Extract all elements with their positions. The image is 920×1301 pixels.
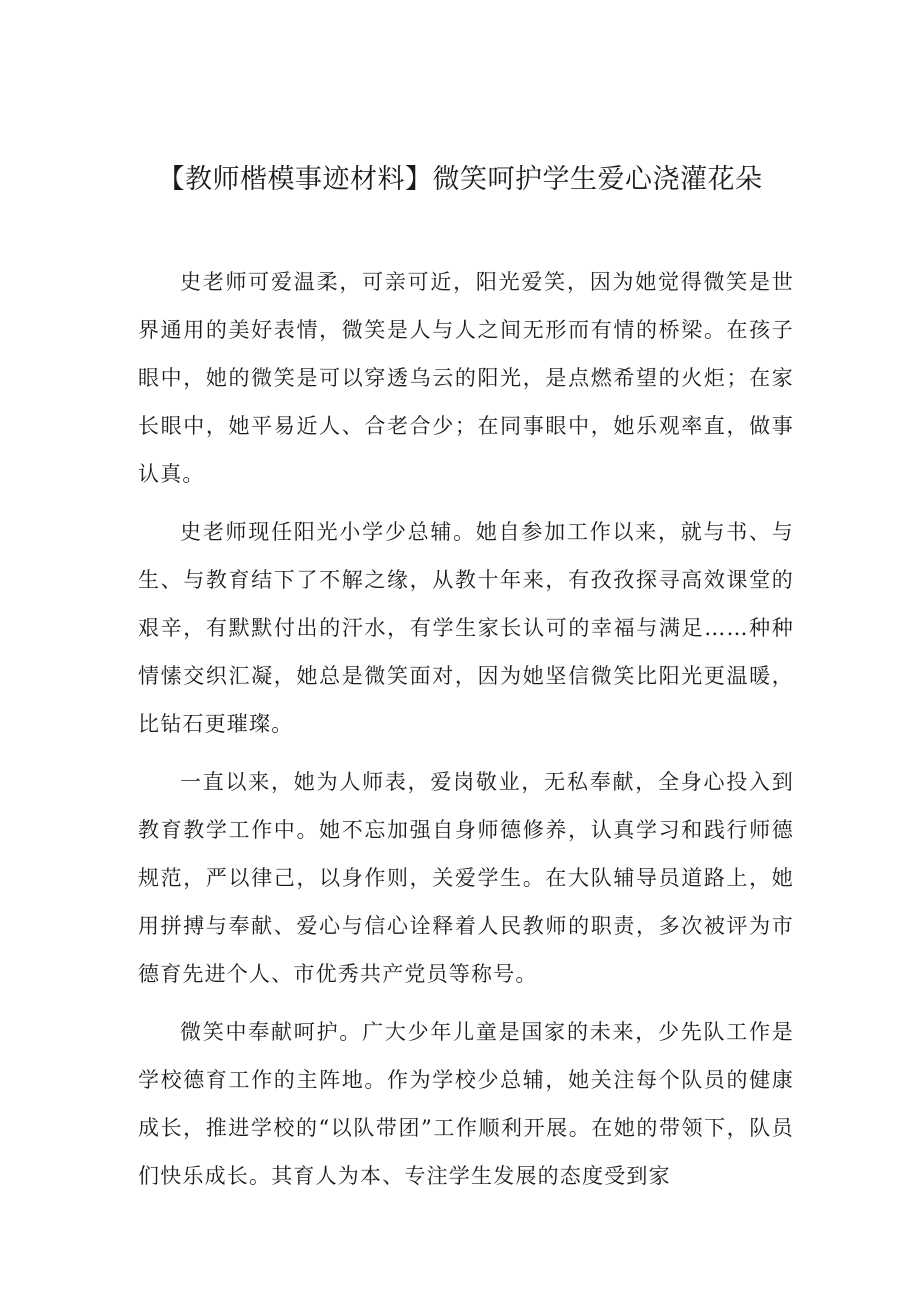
paragraph-4: 微笑中奉献呵护。广大少年儿童是国家的未来，少先队工作是学校德育工作的主阵地。作为学校少总辅，她关注每个队员的健康成长，推进学校的“以队带团”工作顺利开展。在她的带领下，队员们快乐成长。其育人为本、专注学生发展的态度受到家	[138, 1020, 794, 1188]
document-title: 【教师楷模事迹材料】微笑呵护学生爱心浇灌花朵	[157, 164, 763, 195]
paragraph-3: 一直以来，她为人师表，爱岗敬业，无私奉献，全身心投入到教育教学工作中。她不忘加强自身师德修养，认真学习和践行师德规范，严以律己，以身作则，关爱学生。在大队辅导员道路上，她用拼搏与奉献、爱心与信心诠释着人民教师的职责，多次被评为市德育先进个人、市优秀共产党员等称号。	[138, 770, 794, 986]
paragraph-1: 史老师可爱温柔，可亲可近，阳光爱笑，因为她觉得微笑是世界通用的美好表情，微笑是人与人之间无形而有情的桥梁。在孩子眼中，她的微笑是可以穿透乌云的阳光，是点燃希望的火炬；在家长眼中，她平易近人、合老合少；在同事眼中，她乐观率直，做事认真。	[138, 270, 794, 486]
paragraph-2: 史老师现任阳光小学少总辅。她自参加工作以来，就与书、与生、与教育结下了不解之缘，从教十年来，有孜孜探寻高效课堂的艰辛，有默默付出的汗水，有学生家长认可的幸福与满足……种种情愫交织汇凝，她总是微笑面对，因为她坚信微笑比阳光更温暖，比钻石更璀璨。	[138, 520, 794, 736]
document-body	[138, 258, 794, 1210]
